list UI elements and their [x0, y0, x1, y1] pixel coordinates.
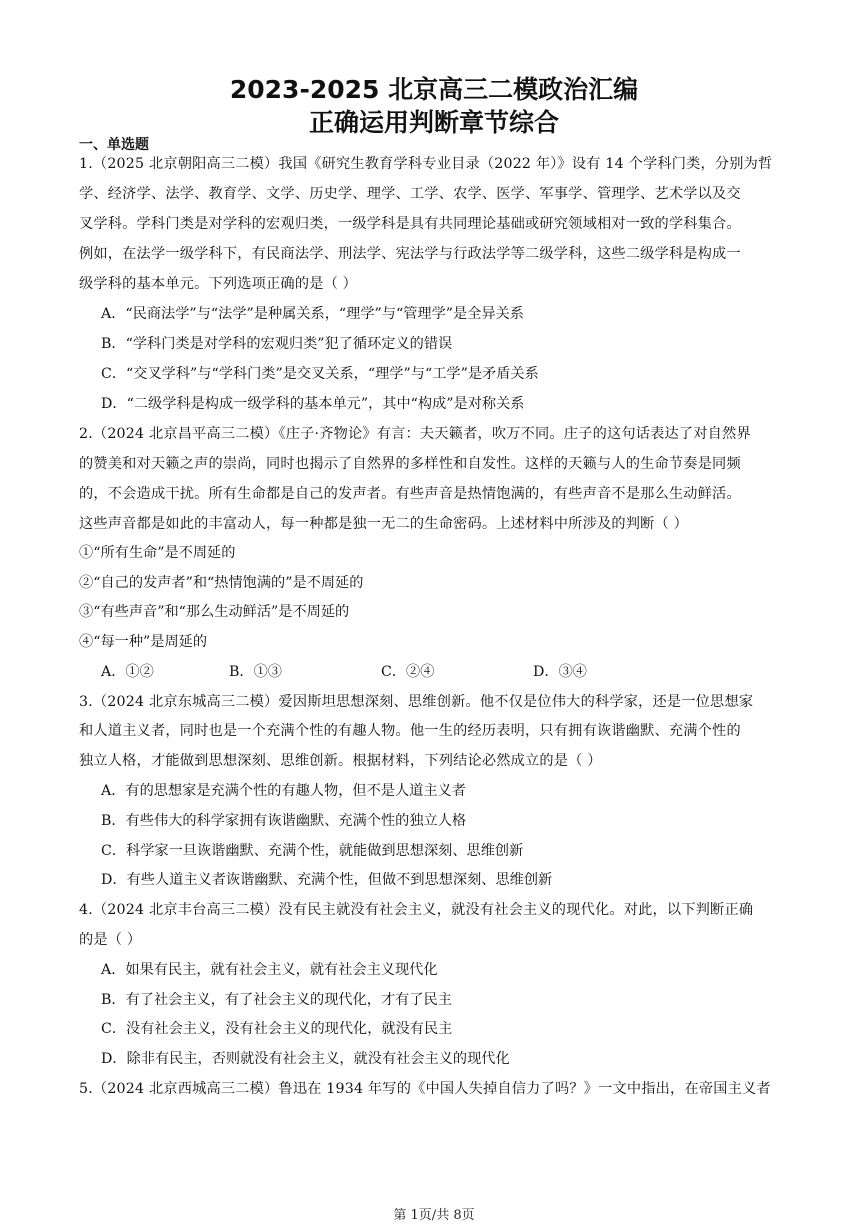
- q2-stem-line: 的赞美和对天籁之声的崇尚，同时也揭示了自然界的多样性和自发性。这样的天籁与人的生命节奏是同频: [79, 456, 741, 472]
- q3-stem-line: 独立人格，才能做到思想深刻、思维创新。根据材料，下列结论必然成立的是（ ）: [79, 753, 602, 769]
- q2-item-4: ④“每一种”是周延的: [79, 634, 208, 650]
- q1-stem-line: 学、经济学、法学、教育学、文学、历史学、理学、工学、农学、医学、军事学、管理学、艺术学以及交: [79, 186, 741, 202]
- q2-option-d: D．③④: [533, 664, 587, 680]
- q3-stem-line: 和人道主义者，同时也是一个充满个性的有趣人物。他一生的经历表明，只有拥有诙谐幽默、充满个性的: [79, 723, 741, 739]
- q1-option-c: C．“交叉学科”与“学科门类”是交叉关系，“理学”与“工学”是矛盾关系: [101, 366, 539, 382]
- q4-option-c: C．没有社会主义，没有社会主义的现代化，就没有民主: [101, 1021, 453, 1037]
- q5-stem-line: 5.（2024 北京西城高三二模）鲁迅在 1934 年写的《中国人失掉自信力了吗？》一文中指出，在帝国主义者: [79, 1081, 771, 1097]
- document-subtitle: 正确运用判断章节综合: [308, 108, 559, 137]
- q2-stem-line: 这些声音都是如此的丰富动人，每一种都是独一无二的生命密码。上述材料中所涉及的判断（ ）: [79, 516, 688, 532]
- document-title: 2023-2025 北京高三二模政治汇编: [229, 75, 639, 104]
- q1-option-d: D．“二级学科是构成一级学科的基本单元”，其中“构成”是对称关系: [101, 396, 525, 412]
- q4-option-a: A．如果有民主，就有社会主义，就有社会主义现代化: [101, 962, 438, 978]
- q3-option-d: D．有些人道主义者诙谐幽默、充满个性，但做不到思想深刻、思维创新: [101, 872, 553, 888]
- q2-stem-line: 的，不会造成干扰。所有生命都是自己的发声者。有些声音是热情饱满的，有些声音不是那么生动鲜活。: [79, 486, 741, 502]
- q2-option-b: B．①③: [229, 664, 282, 680]
- section-heading: 一、单选题: [79, 137, 149, 153]
- q1-stem-line: 1.（2025 北京朝阳高三二模）我国《研究生教育学科专业目录（2022 年）》设有 14 个学科门类，分别为哲: [79, 156, 773, 172]
- q3-stem-line: 3.（2024 北京东城高三二模）爱因斯坦思想深刻、思维创新。他不仅是位伟大的科学家，还是一位思想家: [79, 694, 754, 710]
- q3-option-a: A．有的思想家是充满个性的有趣人物，但不是人道主义者: [101, 783, 466, 799]
- q1-stem-line: 级学科的基本单元。下列选项正确的是（ ）: [79, 276, 358, 292]
- q2-option-a: A．①②: [101, 664, 154, 680]
- page-footer: 第 1页/共 8页: [393, 1208, 475, 1223]
- q1-stem-line: 例如，在法学一级学科下，有民商法学、刑法学、宪法学与行政法学等二级学科，这些二级学科是构成一: [79, 246, 741, 262]
- q1-option-b: B．“学科门类是对学科的宏观归类”犯了循环定义的错误: [101, 336, 453, 352]
- q4-stem-line: 4.（2024 北京丰台高三二模）没有民主就没有社会主义，就没有社会主义的现代化。对此，以下判断正确: [79, 902, 754, 918]
- q2-item-3: ③“有些声音”和“那么生动鲜活”是不周延的: [79, 604, 350, 620]
- q2-stem-line: 2.（2024 北京昌平高三二模）《庄子·齐物论》有言：夫天籁者，吹万不同。庄子的这句话表达了对自然界: [79, 426, 751, 442]
- q4-option-b: B．有了社会主义，有了社会主义的现代化，才有了民主: [101, 992, 452, 1008]
- q2-options-row: [101, 662, 791, 682]
- q1-option-a: A．“民商法学”与“法学”是种属关系，“理学”与“管理学”是全异关系: [101, 306, 524, 322]
- q3-option-c: C．科学家一旦诙谐幽默、充满个性，就能做到思想深刻、思维创新: [101, 843, 524, 859]
- q1-stem-line: 叉学科。学科门类是对学科的宏观归类，一级学科是具有共同理论基础或研究领域相对一致的学科集合。: [79, 216, 741, 232]
- q4-stem-line: 的是（ ）: [79, 932, 142, 948]
- q2-item-1: ①“所有生命”是不周延的: [79, 545, 236, 561]
- q4-option-d: D．除非有民主，否则就没有社会主义，就没有社会主义的现代化: [101, 1051, 510, 1067]
- q2-option-c: C．②④: [381, 664, 435, 680]
- q2-item-2: ②“自己的发声者”和“热情饱满的”是不周延的: [79, 575, 364, 591]
- q3-option-b: B．有些伟大的科学家拥有诙谐幽默、充满个性的独立人格: [101, 813, 467, 829]
